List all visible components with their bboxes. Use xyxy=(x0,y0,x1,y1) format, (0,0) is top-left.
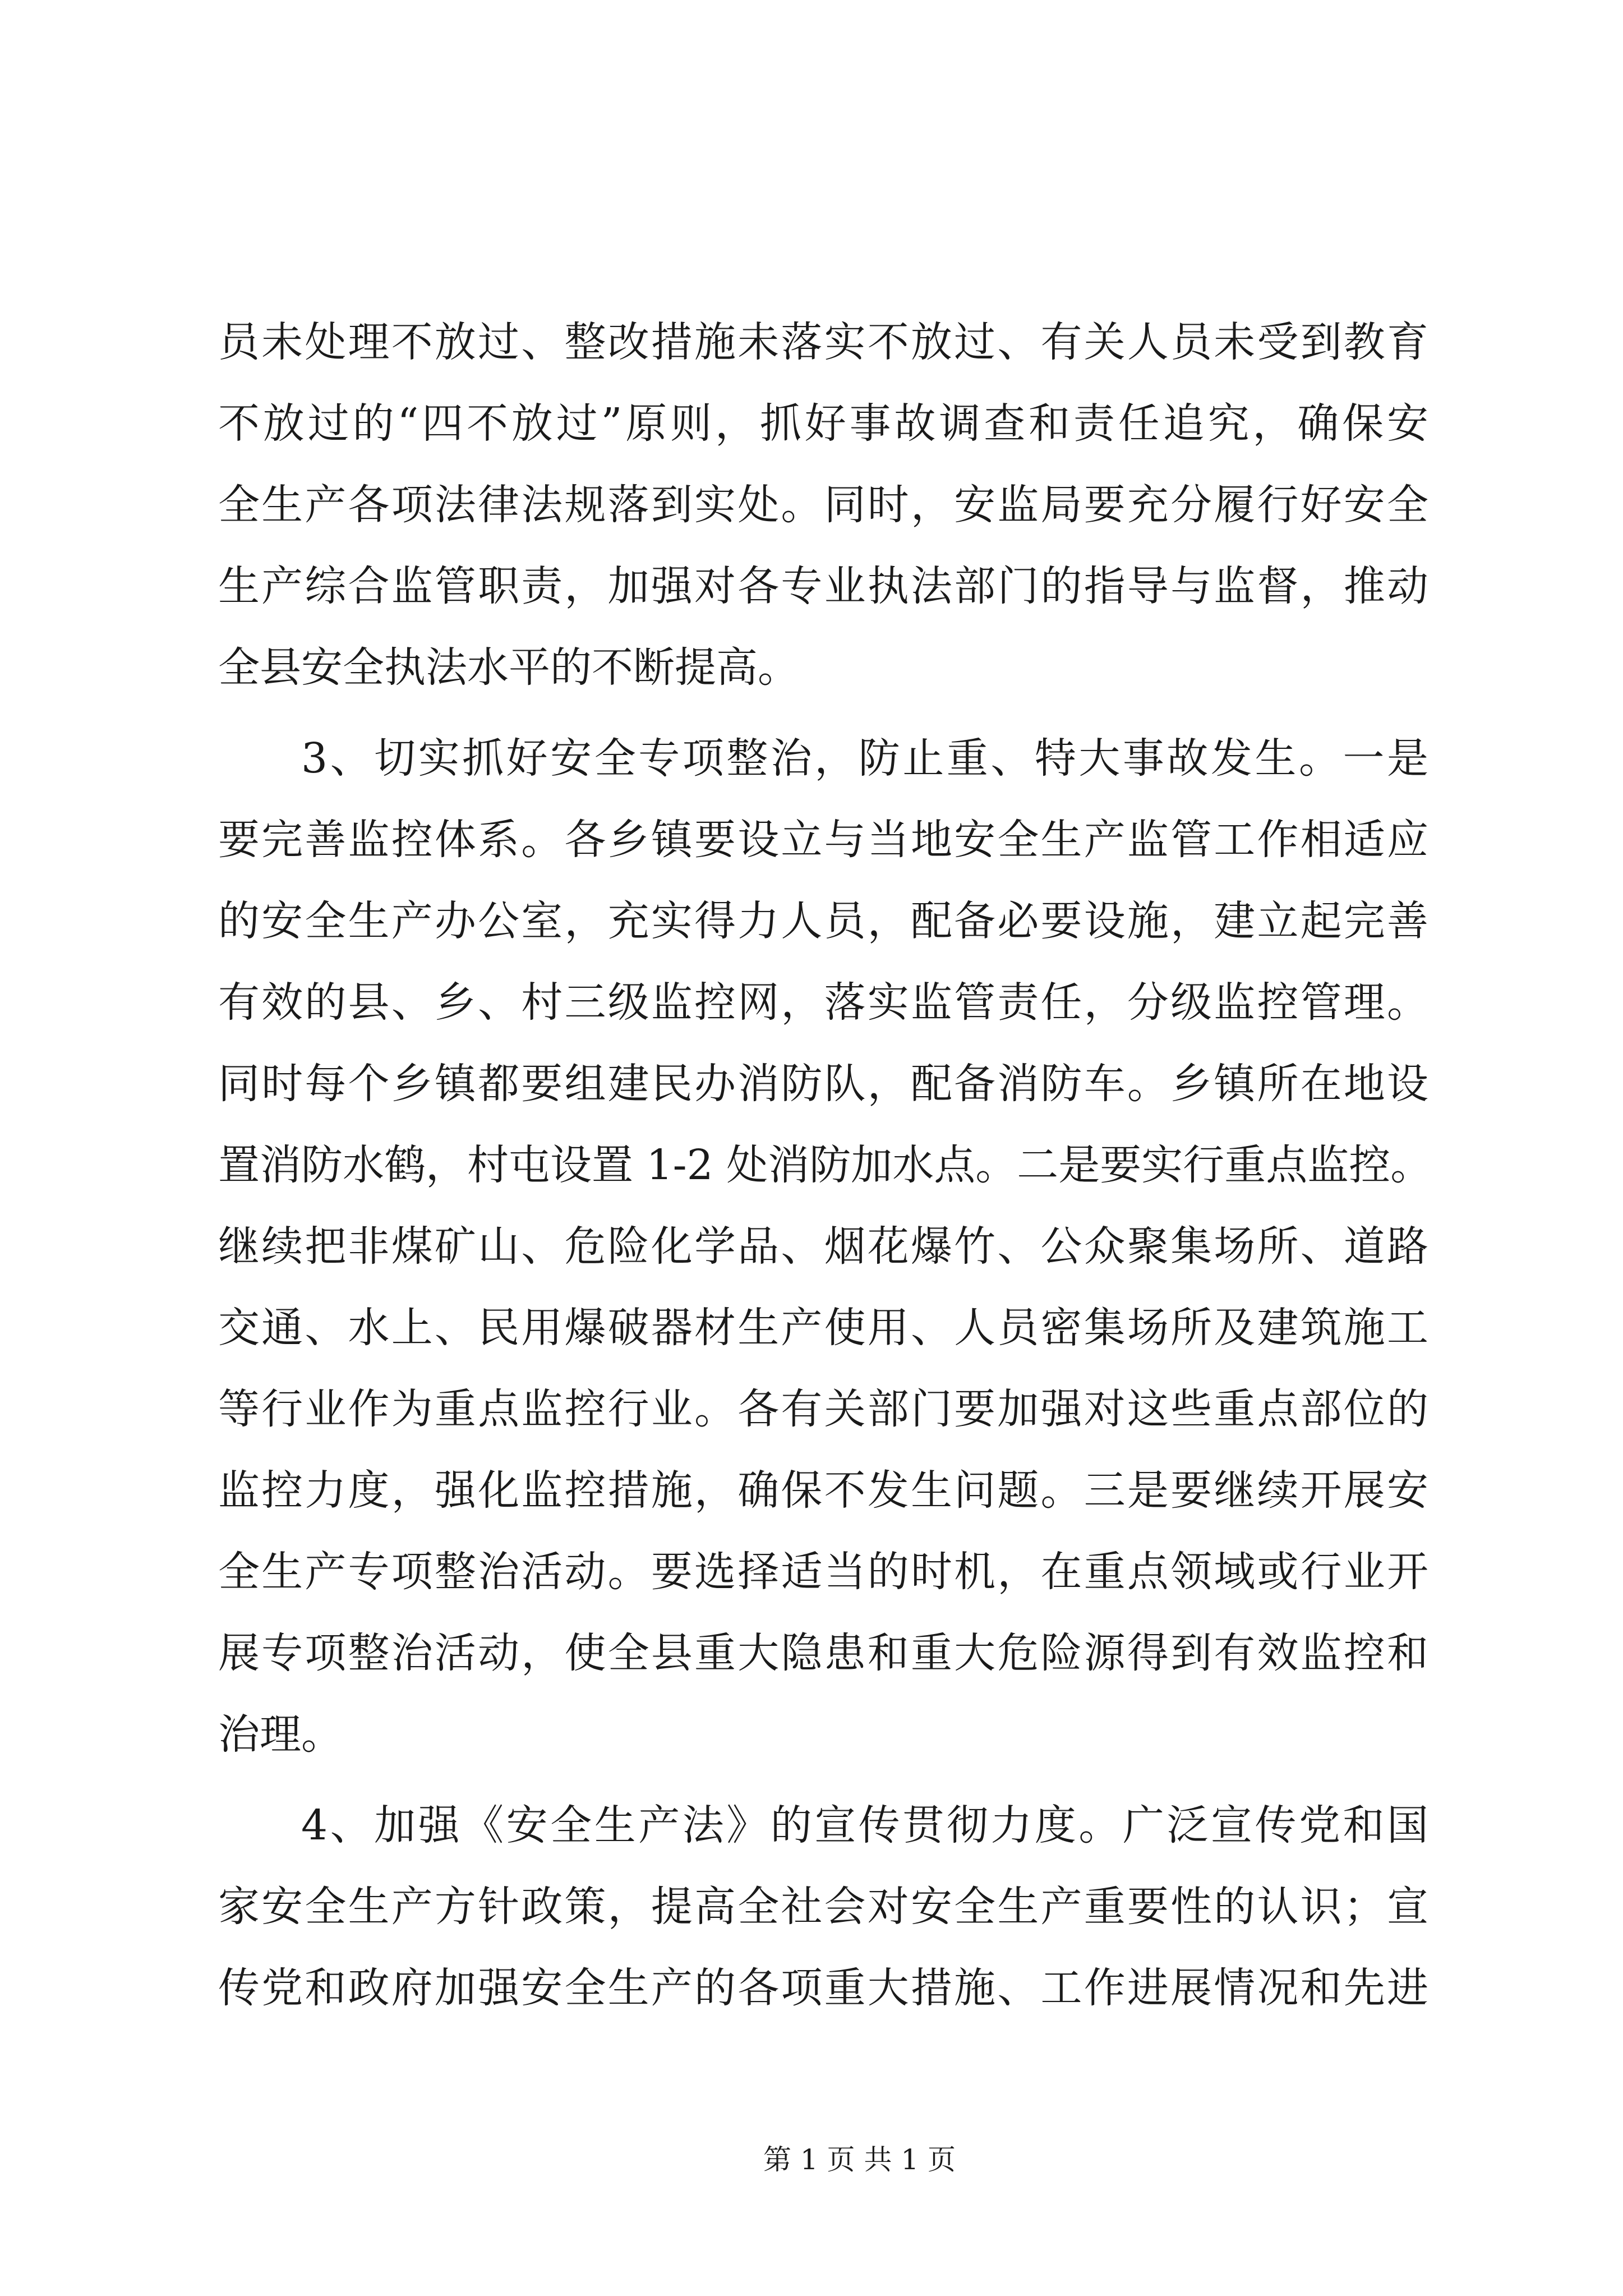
text-line: 置消防水鹤，村屯设置 1-2 处消防加水点。二是要实行重点监控。 xyxy=(218,1141,1432,1189)
text-line: 全生产专项整治活动。要选择适当的时机，在重点领域或行业开 xyxy=(218,1548,1428,1596)
text-line: 生产综合监管职责，加强对各专业执法部门的指导与监督，推动 xyxy=(218,562,1428,610)
text-line: 要完善监控体系。各乡镇要设立与当地安全生产监管工作相适应 xyxy=(218,816,1428,864)
text-line: 有效的县、乡、村三级监控网，落实监管责任，分级监控管理。 xyxy=(218,978,1428,1027)
text-line: 传党和政府加强安全生产的各项重大措施、工作进展情况和先进 xyxy=(218,1964,1428,2012)
text-line: 不放过的“四不放过”原则，抓好事故调查和责任追究，确保安 xyxy=(218,399,1428,448)
text-line: 4、加强《安全生产法》的宣传贯彻力度。广泛宣传党和国 xyxy=(301,1801,1428,1849)
text-line: 展专项整治活动，使全县重大隐患和重大危险源得到有效监控和 xyxy=(218,1629,1428,1677)
document-body xyxy=(218,302,1432,2029)
text-line: 交通、水上、民用爆破器材生产使用、人员密集场所及建筑施工 xyxy=(218,1304,1428,1352)
text-line: 员未处理不放过、整改措施未落实不放过、有关人员未受到教育 xyxy=(218,318,1428,366)
paragraph-continued xyxy=(218,302,1428,708)
text-line: 全县安全执法水平的不断提高。 xyxy=(218,643,799,692)
paragraph-3 xyxy=(218,718,1432,1775)
text-line: 3、切实抓好安全专项整治，防止重、特大事故发生。一是 xyxy=(301,734,1428,783)
text-line: 家安全生产方针政策，提高全社会对安全生产重要性的认识；宣 xyxy=(218,1883,1428,1931)
text-line: 治理。 xyxy=(218,1710,343,1759)
text-line: 等行业作为重点监控行业。各有关部门要加强对这些重点部位的 xyxy=(218,1385,1428,1433)
text-line: 监控力度，强化监控措施，确保不发生问题。三是要继续开展安 xyxy=(218,1466,1428,1515)
text-line: 同时每个乡镇都要组建民办消防队，配备消防车。乡镇所在地设 xyxy=(218,1060,1428,1108)
paragraph-4 xyxy=(218,1785,1428,2029)
text-line: 的安全生产办公室，充实得力人员，配备必要设施，建立起完善 xyxy=(218,897,1428,945)
text-line: 全生产各项法律法规落到实处。同时，安监局要充分履行好安全 xyxy=(218,481,1428,529)
page-number-label: 第 1 页 共 1 页 xyxy=(763,2143,956,2176)
text-line: 继续把非煤矿山、危险化学品、烟花爆竹、公众聚集场所、道路 xyxy=(218,1222,1428,1271)
page-footer xyxy=(753,2140,966,2179)
